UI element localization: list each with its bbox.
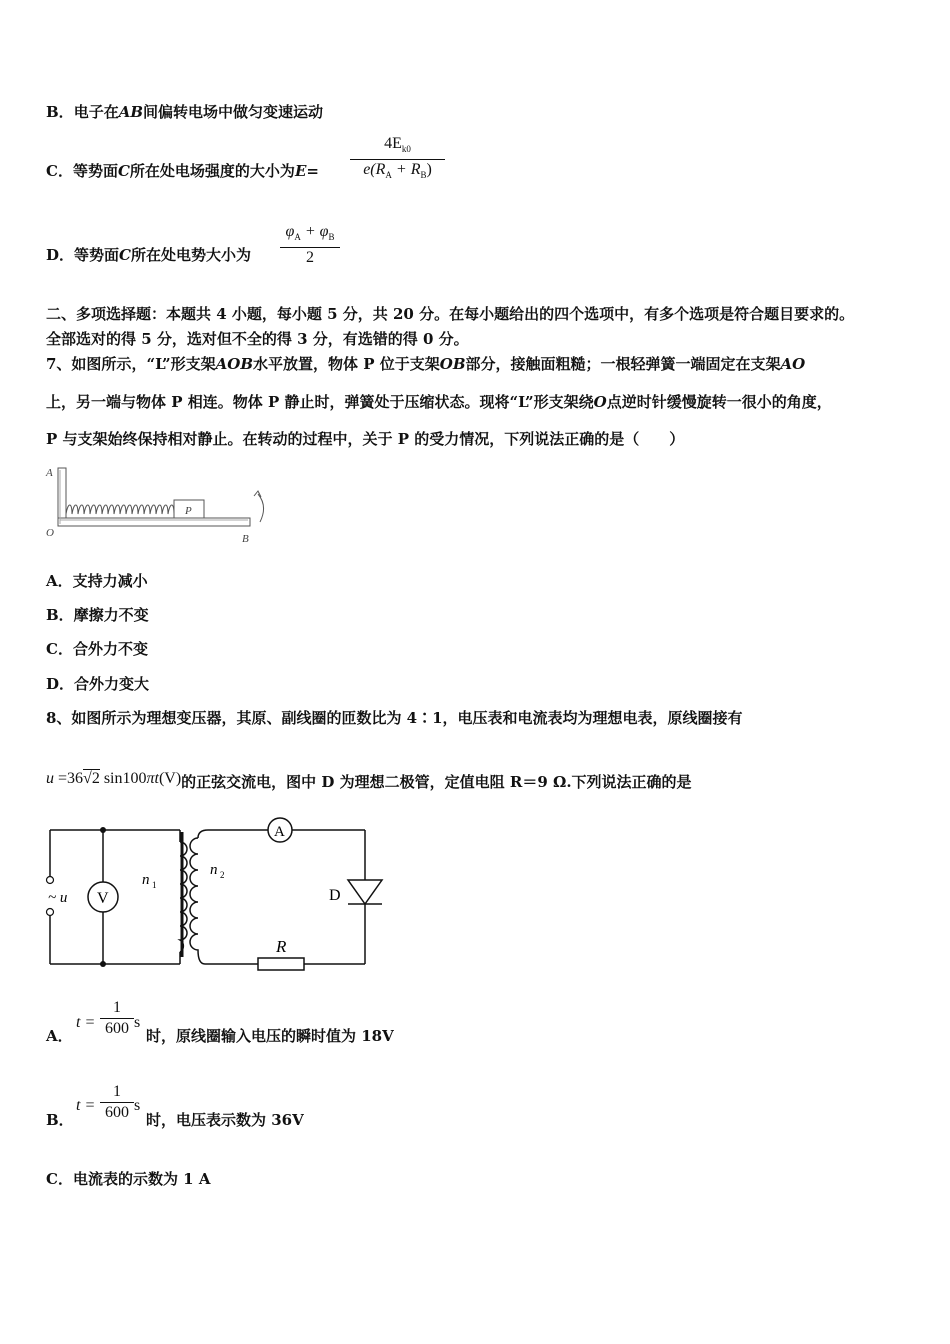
q7-l-bracket-figure: [44, 462, 274, 548]
n2-label: n: [210, 862, 218, 878]
q8-option-b-fraction: 1 600: [100, 1083, 134, 1122]
svg-text:2: 2: [220, 870, 225, 880]
q8-option-b[interactable]: B．: [46, 1111, 74, 1129]
q8-option-a-fraction: 1 600: [100, 999, 134, 1038]
q8-option-c[interactable]: C．电流表的示数为 1 A: [46, 1170, 211, 1188]
ammeter-label: A: [274, 824, 285, 840]
source-label: ~ u: [48, 890, 68, 906]
q6-option-d-fraction: $\varphi_A + \varphi_B$ 2: [280, 223, 340, 267]
q6-option-d: D．等势面C所在处电势大小为: [46, 246, 251, 264]
q7-option-d[interactable]: D．合外力变大: [46, 675, 150, 693]
section2-line2: 全部选对的得 5 分，选对但不全的得 3 分，有选错的得 0 分。: [46, 330, 469, 348]
q7-stem-line1: 7、如图所示，“L”形支架AOB水平放置，物体 P 位于支架OB部分，接触面粗糙；一根轻弹簧一端固定在支架AO: [46, 355, 806, 373]
q7-option-a[interactable]: A．支持力减小: [46, 572, 148, 590]
fig-label-p: P: [185, 505, 192, 517]
q7-option-b[interactable]: B．摩擦力不变: [46, 606, 149, 624]
section2-line1: 二、多项选择题：本题共 4 小题，每小题 5 分，共 20 分。在每小题给出的四个选项中，有多个选项是符合题目要求的。: [46, 305, 855, 323]
q8-option-a-unit: s: [134, 1014, 141, 1031]
q8-option-a[interactable]: A．: [46, 1027, 73, 1045]
q8-stem-line1: 8、如图所示为理想变压器，其原、副线圈的匝数比为 4∶1，电压表和电流表均为理想电表，原线圈接有: [46, 709, 743, 727]
q8-option-a-text: 时，原线圈输入电压的瞬时值为 18V: [146, 1027, 394, 1045]
n1-label: n: [142, 872, 150, 888]
q6-option-b: B．电子在AB间偏转电场中做匀变速运动: [46, 103, 324, 121]
q8-option-b-t: t =: [76, 1097, 96, 1114]
q7-stem-line3: P 与支架始终保持相对静止。在转动的过程中，关于 P 的受力情况，下列说法正确的是（ ）: [46, 430, 685, 448]
q8-transformer-circuit: [40, 812, 390, 972]
fig-label-b: B: [242, 533, 249, 545]
rotation-arrow: [258, 494, 264, 522]
q6-option-c-fraction: $4E_{k0}$ $e(R_A + R_B)$: [350, 135, 445, 184]
q7-stem-line2: 上，另一端与物体 P 相连。物体 P 静止时，弹簧处于压缩状态。现将“L”形支架绕O点逆时针缓慢旋转一很小的角度，: [46, 393, 832, 411]
q6-option-c: C．等势面C所在处电场强度的大小为E=: [46, 162, 319, 180]
resistor-label: R: [276, 937, 287, 956]
q8-option-a-t: t =: [76, 1014, 96, 1031]
svg-text:1: 1: [152, 880, 157, 890]
fig-label-a: A: [46, 467, 53, 479]
q8-option-b-text: 时，电压表示数为 36V: [146, 1111, 304, 1129]
q8-stem-line2: u =36√2 sin100πt(V)的正弦交流电，图中 D 为理想二极管，定值电阻 R＝9 Ω.下列说法正确的是: [46, 770, 692, 791]
voltmeter-label: V: [97, 890, 109, 907]
q8-option-b-unit: s: [134, 1097, 141, 1114]
diode-label: D: [329, 887, 341, 904]
fig-label-o: O: [46, 527, 54, 539]
q7-option-c[interactable]: C．合外力不变: [46, 640, 148, 658]
